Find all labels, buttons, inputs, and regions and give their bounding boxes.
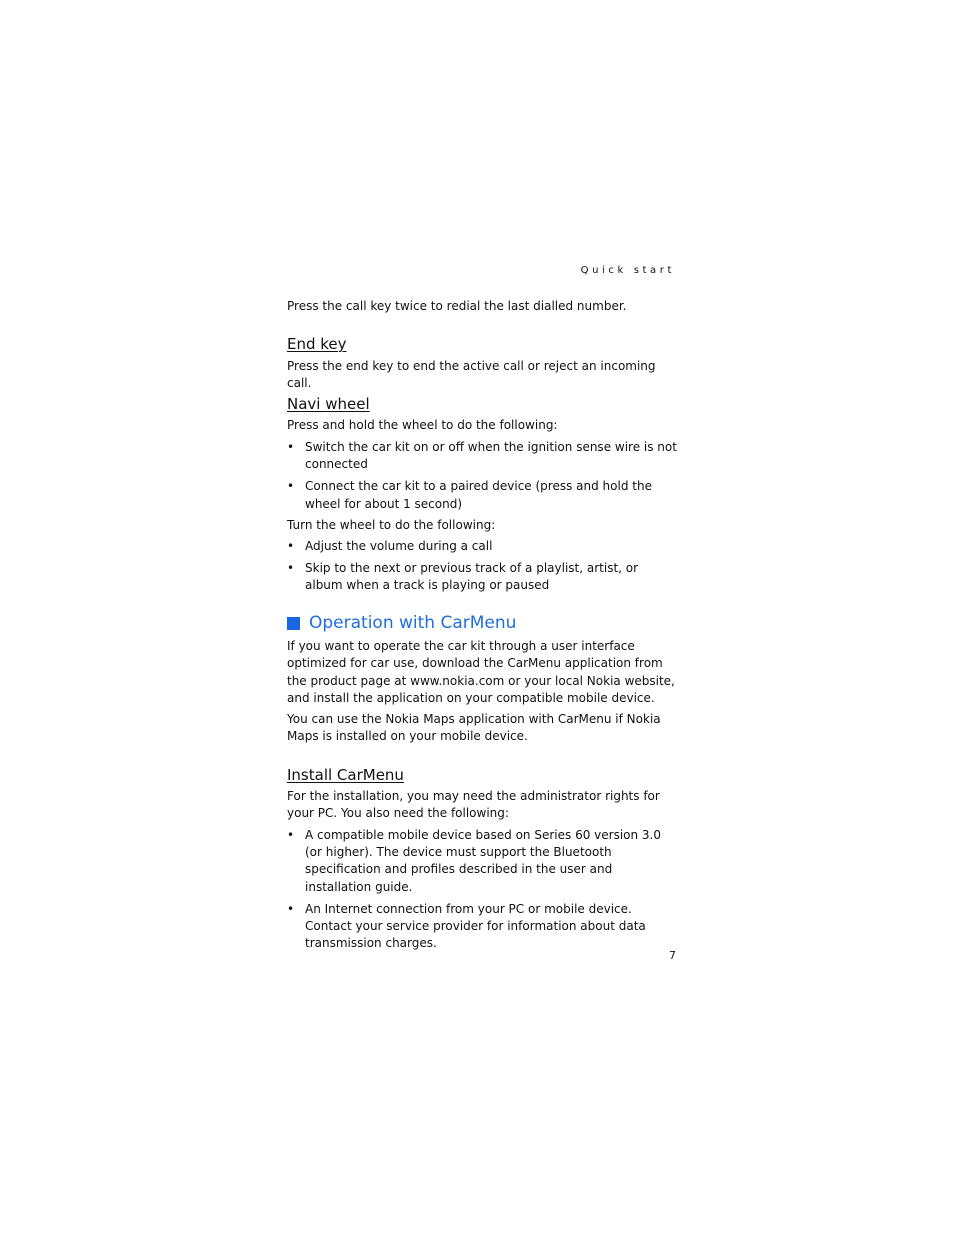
- navi-wheel-heading: Navi wheel: [287, 395, 370, 413]
- end-key-heading: End key: [287, 335, 347, 353]
- bullet-icon: •: [287, 479, 295, 494]
- bullet-icon: •: [287, 539, 295, 553]
- end-key-text: Press the end key to end the active call or reject an incoming call.: [287, 359, 656, 391]
- list-item: [287, 901, 677, 953]
- install-requirements-list: [287, 827, 677, 952]
- navi-press-list: [287, 439, 677, 513]
- carmenu-section-title: Operation with CarMenu: [309, 613, 517, 633]
- navi-press-intro: Press and hold the wheel to do the following:: [287, 418, 558, 432]
- bullet-icon: •: [287, 561, 295, 576]
- list-item: [287, 439, 677, 473]
- install-intro: For the installation, you may need the administrator rights for your PC. You also need the following:: [287, 789, 660, 821]
- carmenu-paragraph-2: You can use the Nokia Maps application with CarMenu if Nokia Maps is installed on your mobile device.: [287, 712, 661, 744]
- list-item-text: Skip to the next or previous track of a playlist, artist, or album when a track is playing or paused: [305, 561, 639, 593]
- carmenu-section-heading: [287, 613, 677, 633]
- section-square-icon: [287, 617, 300, 630]
- list-item: [287, 560, 677, 594]
- list-item: [287, 827, 677, 896]
- navi-turn-intro: Turn the wheel to do the following:: [287, 518, 496, 532]
- page-number: 7: [669, 949, 676, 962]
- list-item: [287, 538, 677, 555]
- carmenu-paragraph-1: If you want to operate the car kit through a user interface optimized for car use, download the CarMenu application from the product page at www.nokia.com or your local Nokia website, and install the application on your compatible mobile device.: [287, 639, 675, 706]
- list-item: [287, 478, 677, 512]
- running-header: Quick start: [580, 265, 675, 276]
- list-item-text: Switch the car kit on or off when the ignition sense wire is not connected: [305, 440, 677, 472]
- redial-text: Press the call key twice to redial the last dialled number.: [287, 299, 627, 313]
- list-item-text: Connect the car kit to a paired device (press and hold the wheel for about 1 second): [305, 479, 652, 511]
- list-item-text: A compatible mobile device based on Series 60 version 3.0 (or higher). The device must support the Bluetooth specification and profiles described in the user and installation guide.: [305, 828, 662, 894]
- list-item-text: Adjust the volume during a call: [305, 539, 493, 553]
- list-item-text: An Internet connection from your PC or mobile device. Contact your service provider for information about data transmission charges.: [305, 901, 646, 951]
- manual-page: [287, 0, 677, 1235]
- install-carmenu-heading: Install CarMenu: [287, 766, 404, 784]
- bullet-icon: •: [287, 440, 295, 454]
- bullet-icon: •: [287, 901, 295, 916]
- navi-turn-list: [287, 538, 677, 595]
- bullet-icon: •: [287, 828, 295, 842]
